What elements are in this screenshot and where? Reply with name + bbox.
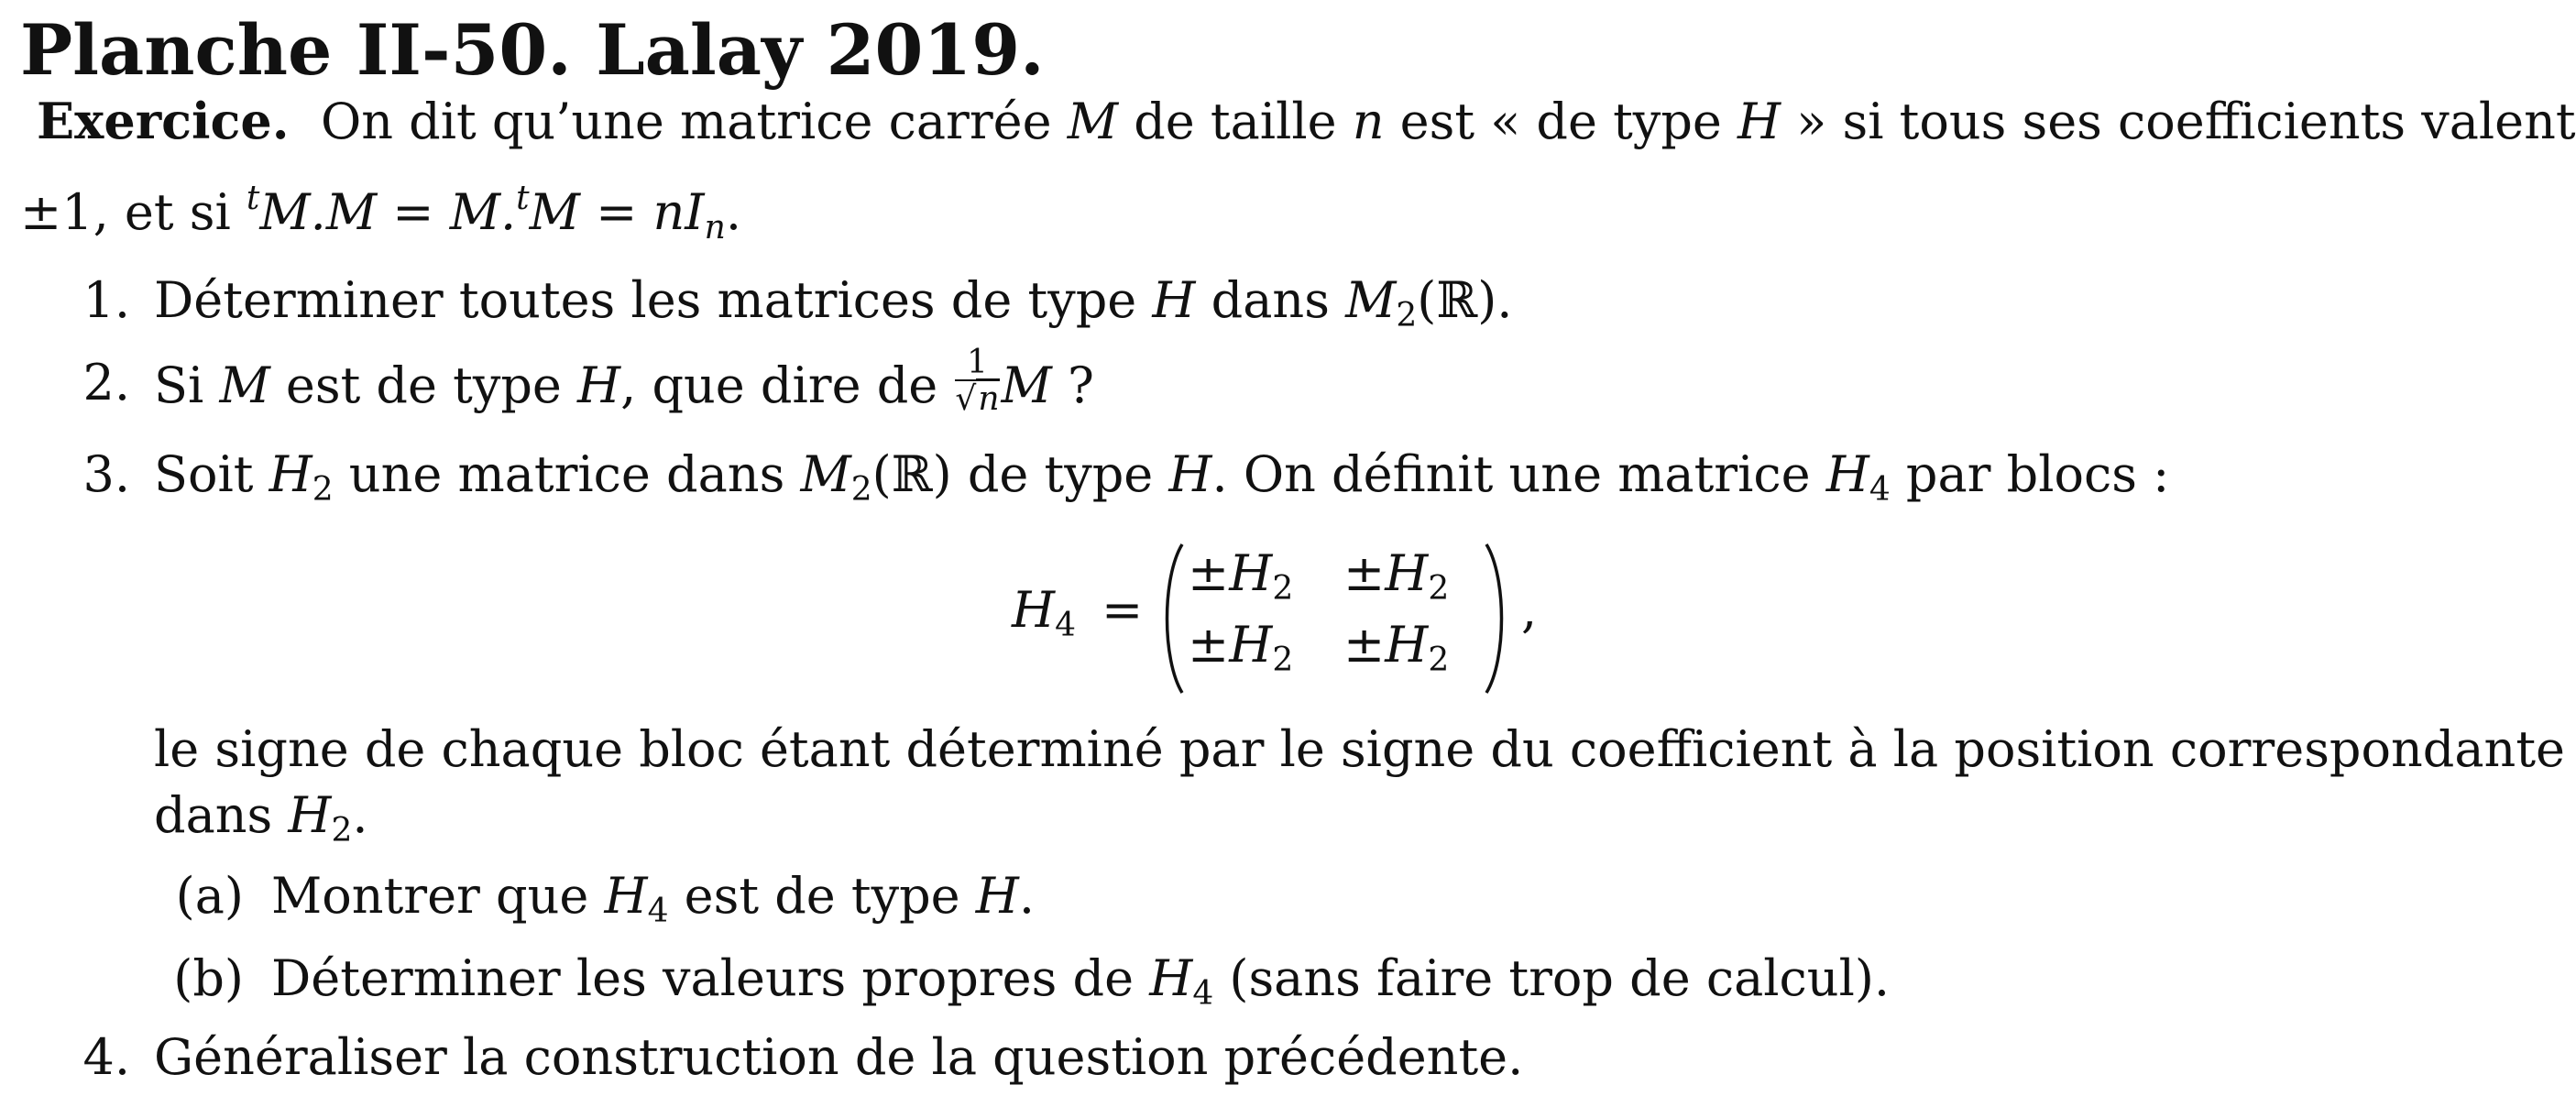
math-n: n bbox=[1352, 93, 1385, 150]
subitem-b-label: (b) bbox=[173, 949, 244, 1007]
math-subscript: 2 bbox=[331, 812, 353, 849]
matrix-cell: $\pm H_2$ bbox=[1188, 544, 1294, 608]
math-M: M bbox=[219, 356, 270, 414]
matrix-equals: = bbox=[1102, 581, 1144, 639]
matrix-cell: $\pm H_2$ bbox=[1188, 616, 1294, 679]
fraction-denominator bbox=[955, 381, 999, 418]
math-expr: nI bbox=[652, 183, 705, 241]
intro-text: . bbox=[725, 183, 741, 241]
math-subscript: 2 bbox=[1396, 297, 1418, 334]
math-transpose: t bbox=[516, 180, 530, 217]
math-H: H bbox=[288, 786, 332, 844]
page-title: Planche II-50. Lalay 2019. bbox=[20, 9, 1045, 91]
math-H: H bbox=[577, 356, 621, 414]
item-text: , que dire de bbox=[620, 356, 954, 414]
math-equals: = bbox=[579, 183, 653, 241]
math-M: M bbox=[800, 445, 851, 503]
fraction bbox=[955, 346, 999, 418]
right-parenthesis bbox=[1483, 541, 1510, 696]
intro-line-2 bbox=[20, 180, 741, 247]
item-text: ? bbox=[1051, 356, 1094, 414]
math-equals: = bbox=[377, 183, 450, 241]
item-2-text bbox=[154, 344, 1094, 425]
math-H: H bbox=[1825, 445, 1869, 503]
matrix-lhs: $H_4$ bbox=[1012, 581, 1076, 644]
fraction-numerator: 1 bbox=[955, 346, 999, 381]
math-H: H bbox=[604, 867, 648, 925]
item-text: par blocs : bbox=[1890, 445, 2170, 503]
matrix-comma: , bbox=[1521, 581, 1538, 639]
math-H: H bbox=[1149, 949, 1193, 1007]
intro-text: est « de type bbox=[1384, 93, 1738, 150]
item-text: une matrice dans bbox=[333, 445, 801, 503]
item-text: Montrer que bbox=[271, 867, 605, 925]
intro-text: de taille bbox=[1118, 93, 1353, 150]
item-3-continuation: le signe de chaque bloc étant déterminé par le signe du coefficient à la position correspondante bbox=[154, 720, 2565, 778]
math-subscript: 4 bbox=[1192, 975, 1214, 1013]
display-matrix-equation bbox=[1012, 541, 1562, 696]
math-M: M bbox=[1345, 271, 1397, 329]
math-M: M bbox=[1001, 356, 1052, 414]
item-3-label: 3. bbox=[82, 445, 130, 503]
matrix-cell: $\pm H_2$ bbox=[1343, 544, 1450, 608]
math-subscript: n bbox=[704, 209, 726, 247]
item-1-label: 1. bbox=[82, 271, 130, 329]
left-parenthesis bbox=[1158, 541, 1186, 696]
item-text: . bbox=[352, 786, 368, 844]
item-text: (ℝ) de type bbox=[871, 445, 1169, 503]
matrix-cell: $\pm H_2$ bbox=[1343, 616, 1450, 679]
sqrt-symbol: √ bbox=[955, 380, 977, 418]
item-3-continuation-2 bbox=[154, 786, 368, 849]
item-text: est de type bbox=[668, 867, 976, 925]
item-text: Si bbox=[154, 356, 220, 414]
item-text: dans bbox=[154, 786, 289, 844]
math-M: M bbox=[1067, 93, 1119, 150]
math-subscript: 4 bbox=[1869, 471, 1891, 509]
math-subscript: 2 bbox=[312, 471, 334, 509]
intro-text: ±1, et si bbox=[20, 183, 247, 241]
intro-text: On dit qu’une matrice carrée bbox=[320, 93, 1068, 150]
item-1-text bbox=[154, 271, 1513, 334]
subitem-b-text bbox=[271, 949, 1891, 1013]
math-H: H bbox=[269, 445, 312, 503]
item-text: (sans faire trop de calcul). bbox=[1213, 949, 1891, 1007]
item-4-label: 4. bbox=[82, 1028, 130, 1086]
item-text: Soit bbox=[154, 445, 269, 503]
subitem-a-label: (a) bbox=[175, 867, 244, 925]
subitem-a-text bbox=[271, 867, 1036, 930]
item-text: . On définit une matrice bbox=[1211, 445, 1826, 503]
item-text: Déterminer les valeurs propres de bbox=[271, 949, 1150, 1007]
item-3-text bbox=[154, 445, 2170, 509]
math-H: H bbox=[1737, 93, 1781, 150]
item-text: (ℝ). bbox=[1417, 271, 1513, 329]
math-H: H bbox=[1152, 271, 1196, 329]
item-text: . bbox=[1018, 867, 1036, 925]
math-n: n bbox=[978, 380, 1000, 418]
math-expr: M.M bbox=[259, 183, 378, 241]
item-4-text: Généraliser la construction de la question précédente. bbox=[154, 1028, 1524, 1086]
intro-text: » si tous ses coefficients valent bbox=[1781, 93, 2576, 150]
item-text: Déterminer toutes les matrices de type bbox=[154, 271, 1153, 329]
math-subscript: 4 bbox=[647, 893, 669, 930]
item-text: dans bbox=[1195, 271, 1346, 329]
intro-line-1 bbox=[37, 92, 2576, 150]
math-H: H bbox=[975, 867, 1019, 925]
item-2-label: 2. bbox=[82, 354, 130, 411]
exercise-label: Exercice. bbox=[37, 92, 290, 150]
math-subscript: 2 bbox=[850, 471, 872, 509]
math-transpose: t bbox=[246, 180, 260, 217]
math-H: H bbox=[1168, 445, 1212, 503]
math-expr: M. bbox=[449, 183, 517, 241]
item-text: est de type bbox=[269, 356, 578, 414]
math-expr: M bbox=[529, 183, 580, 241]
